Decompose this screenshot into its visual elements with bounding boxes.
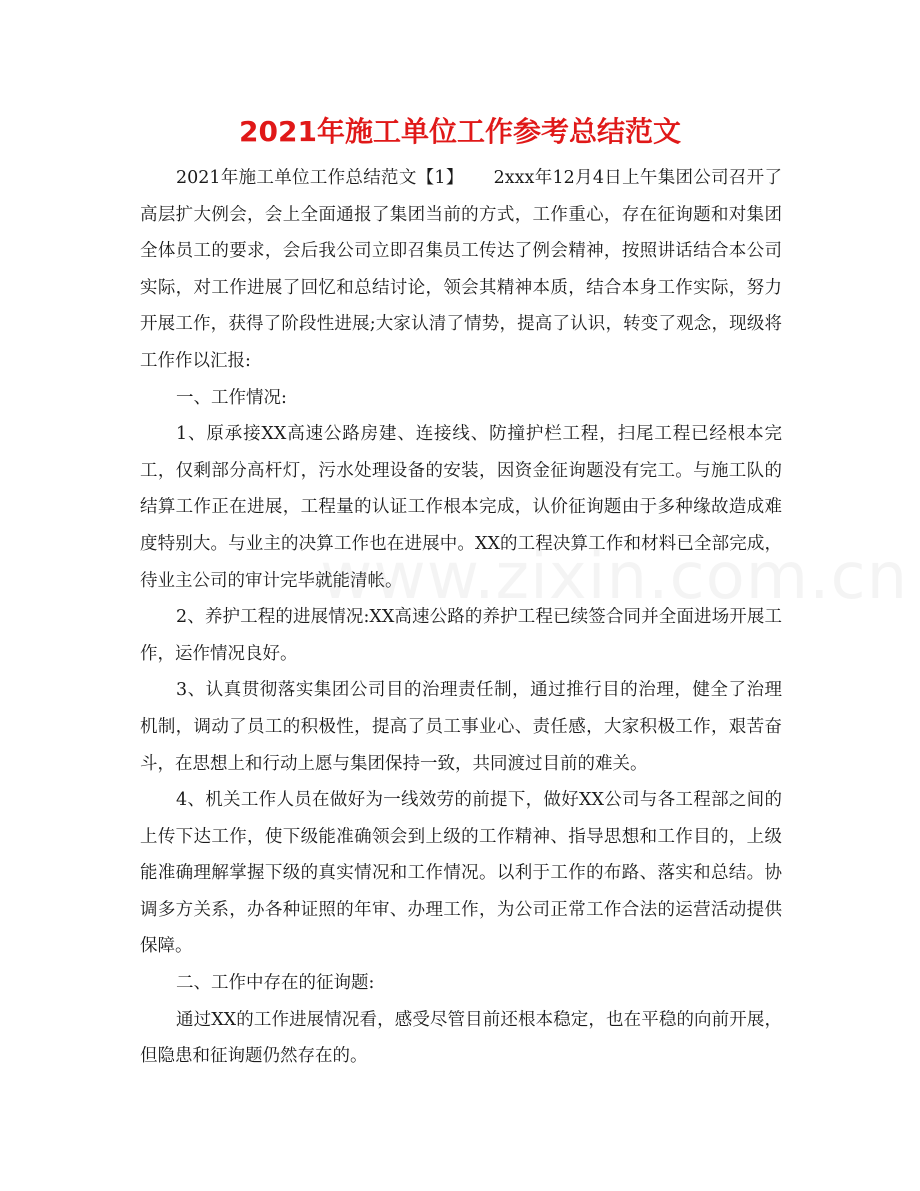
document-title: 2021年施工单位工作参考总结范文 (239, 115, 681, 148)
paragraph-lead: 2021年施工单位工作总结范文【1】 (176, 168, 464, 188)
paragraph-item-2: 2、养护工程的进展情况:XX高速公路的养护工程已续签合同并全面进场开展工作，运作情况良好。 (140, 607, 782, 664)
section-heading-problems: 二、工作中存在的征询题: (176, 973, 375, 994)
section-heading-work-status: 一、工作情况: (176, 387, 287, 408)
paragraph-item-1: 1、原承接XX高速公路房建、连接线、防撞护栏工程，扫尾工程已经根本完工，仅剩部分高杆灯，污水处理设备的安装，因资金征询题没有完工。与施工队的结算工作正在进展，工程量的认证工作根本完成，认价征询题由于多种缘故造成难度特别大。与业主的决算工作也在进展中。XX的工程决算工作和材料已全部完成，待业主公司的审计完毕就能清帐。 (140, 424, 782, 591)
paragraph-item-4: 4、机关工作人员在做好为一线效劳的前提下，做好XX公司与各工程部之间的上传下达工作，使下级能准确领会到上级的工作精神、指导思想和工作目的，上级能准确理解掌握下级的真实情况和工作情况。以利于工作的布路、落实和总结。协调多方关系，办各种证照的年审、办理工作，为公司正常工作合法的运营活动提供保障。 (140, 790, 782, 957)
paragraph-item-3: 3、认真贯彻落实集团公司目的治理责任制，通过推行目的治理，健全了治理机制，调动了员工的积极性，提高了员工事业心、责任感，大家积极工作，艰苦奋斗，在思想上和行动上愿与集团保持一致，共同渡过目前的难关。 (140, 680, 782, 774)
document-body (140, 160, 782, 1075)
paragraph-text: 2xxx年12月4日上午集团公司召开了高层扩大例会，会上全面通报了集团当前的方式，工作重心，存在征询题和对集团全体员工的要求，会后我公司立即召集员工传达了例会精神，按照讲话结合本公司实际，对工作进展了回忆和总结讨论，领会其精神本质，结合本身工作实际，努力开展工作，获得了阶段性进展;大家认清了情势，提高了认识，转变了观念，现级将工作作以汇报: (140, 168, 782, 371)
paragraph-problems: 通过XX的工作进展情况看，感受尽管目前还根本稳定，也在平稳的向前开展，但隐患和征询题仍然存在的。 (140, 1009, 782, 1067)
paragraph-intro (140, 160, 782, 380)
